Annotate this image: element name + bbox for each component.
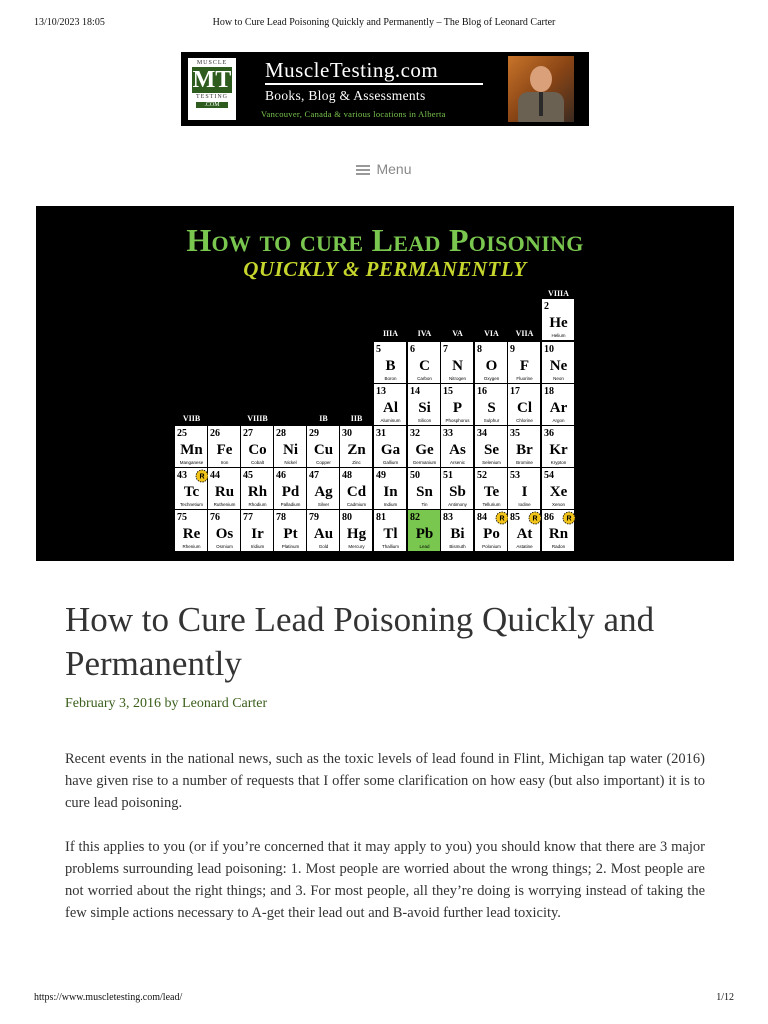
site-tagline: Books, Blog & Assessments xyxy=(265,88,426,103)
element-number: 80 xyxy=(342,512,352,523)
element-name: Fluorine xyxy=(516,376,533,381)
element-name: Gold xyxy=(318,544,329,549)
radioactive-badge-icon xyxy=(529,512,541,524)
element-number: 28 xyxy=(276,428,286,439)
radioactive-badge-icon xyxy=(563,512,575,524)
element-number: 52 xyxy=(477,470,487,481)
element-number: 17 xyxy=(510,386,520,397)
svg-text:R: R xyxy=(199,473,205,481)
element-symbol: Cl xyxy=(517,400,532,416)
element-number: 54 xyxy=(544,470,554,481)
element-name: Argon xyxy=(552,418,565,423)
radioactive-badge-icon xyxy=(496,512,508,524)
element-cell xyxy=(241,510,273,551)
element-name: Carbon xyxy=(417,376,432,381)
post-title: How to Cure Lead Poisoning Quickly and Permanently xyxy=(65,600,655,683)
element-symbol: B xyxy=(385,358,396,374)
element-number: 48 xyxy=(342,470,352,481)
element-symbol: Pb xyxy=(415,526,434,542)
element-symbol: Pd xyxy=(281,484,300,500)
banner-divider xyxy=(265,83,483,85)
element-cell xyxy=(542,384,574,425)
element-number: 79 xyxy=(309,512,319,523)
element-cell xyxy=(274,468,306,509)
group-label: VIIIB xyxy=(247,414,268,423)
element-number: 31 xyxy=(376,428,386,439)
group-label: IB xyxy=(319,414,328,423)
post-meta xyxy=(65,696,267,712)
element-cell xyxy=(307,510,339,551)
element-name: Copper xyxy=(316,460,331,465)
element-cell xyxy=(441,510,473,551)
element-name: Astatine xyxy=(516,544,533,549)
element-cell xyxy=(374,342,406,383)
element-number: 50 xyxy=(410,470,420,481)
element-symbol: Cd xyxy=(346,484,367,500)
element-symbol: Sb xyxy=(449,484,466,500)
element-name: Phosphorus xyxy=(445,418,470,423)
element-number: 84 xyxy=(477,512,487,523)
element-number: 5 xyxy=(376,344,381,355)
svg-text:R: R xyxy=(532,515,538,523)
element-symbol: Al xyxy=(383,400,398,416)
element-name: Chlorine xyxy=(516,418,533,423)
element-symbol: Xe xyxy=(549,484,568,500)
element-name: Zinc xyxy=(352,460,361,465)
element-number: 15 xyxy=(443,386,453,397)
element-name: Technetium xyxy=(179,502,204,507)
element-name: Boron xyxy=(384,376,397,381)
element-cell xyxy=(175,426,207,467)
element-symbol: Fe xyxy=(216,442,233,458)
element-name: Platinum xyxy=(281,544,300,549)
element-name: Tellurium xyxy=(482,502,501,507)
element-number: 2 xyxy=(544,301,549,312)
element-cell xyxy=(208,426,240,467)
element-cell xyxy=(408,510,440,551)
hero-title: How to cure Lead Poisoning xyxy=(186,222,584,258)
element-symbol: Au xyxy=(313,526,334,542)
group-label: IVA xyxy=(417,329,432,338)
menu-label: Menu xyxy=(376,161,412,177)
element-name: Manganese xyxy=(179,460,204,465)
element-number: 47 xyxy=(309,470,319,481)
element-cell xyxy=(508,510,541,551)
group-label: IIIA xyxy=(382,329,399,338)
element-name: Tin xyxy=(421,502,428,507)
element-name: Krypton xyxy=(550,460,567,465)
post-paragraph: Recent events in the national news, such as the toxic levels of lead found in Flint, Michigan tap water (2016) have given rise to a number of requests that I offer some clarification on how easy (but also important) it is to cure lead poisoning. xyxy=(65,751,705,811)
element-cell xyxy=(307,426,339,467)
element-cell xyxy=(542,426,574,467)
element-cell xyxy=(508,342,540,383)
element-name: Iridium xyxy=(250,544,265,549)
element-name: Arsenic xyxy=(449,460,466,465)
element-symbol: N xyxy=(452,358,463,374)
post-by: by xyxy=(164,696,179,711)
element-cell xyxy=(542,468,574,509)
element-symbol: Tl xyxy=(383,526,398,542)
element-symbol: Ne xyxy=(549,358,568,374)
element-name: Rhodium xyxy=(248,502,267,507)
logo-mid-text: TESTING xyxy=(196,94,228,100)
element-cell xyxy=(408,342,440,383)
element-name: Silicon xyxy=(417,418,432,423)
element-name: Selenium xyxy=(482,460,501,465)
element-symbol: Ar xyxy=(549,400,568,416)
element-cell xyxy=(441,426,473,467)
element-symbol: Rh xyxy=(247,484,268,500)
logo-mt-text: MT xyxy=(192,67,232,93)
element-number: 35 xyxy=(510,428,520,439)
element-number: 82 xyxy=(410,512,420,523)
element-name: Osmium xyxy=(216,544,233,549)
hero-image xyxy=(36,206,734,561)
element-cell xyxy=(441,342,473,383)
element-name: Silver xyxy=(317,502,330,507)
element-number: 27 xyxy=(243,428,253,439)
element-cell xyxy=(475,384,507,425)
svg-text:R: R xyxy=(499,515,505,523)
element-name: Palladium xyxy=(280,502,301,507)
element-name: Rhenium xyxy=(182,544,201,549)
element-name: Cadmium xyxy=(346,502,367,507)
element-cell xyxy=(374,426,406,467)
element-symbol: Ag xyxy=(314,484,333,500)
element-symbol: Hg xyxy=(346,526,367,542)
element-number: 18 xyxy=(544,386,554,397)
element-name: Polonium xyxy=(482,544,501,549)
element-symbol: In xyxy=(383,484,398,500)
element-cell xyxy=(208,468,240,509)
element-name: Nitrogen xyxy=(448,376,467,381)
element-symbol: Co xyxy=(248,442,267,458)
group-label: VA xyxy=(452,329,463,338)
element-symbol: As xyxy=(449,442,466,458)
element-symbol: C xyxy=(419,358,430,374)
element-symbol: Ru xyxy=(214,484,235,500)
post-paragraph: If this applies to you (or if you’re concerned that it may apply to you) you should know that there are 3 major problems surrounding lead poisoning: 1. Most people are worried about the wrong things; 2. Most people are not worried about the right things; and 3. For most people, all they’re doing is worrying instead of taking the few simple actions necessary to A-get their lead out and B-avoid further lead toxicity. xyxy=(65,839,705,921)
element-name: Bromine xyxy=(516,460,533,465)
element-cell xyxy=(175,468,208,509)
logo-bottom-text: .COM xyxy=(196,102,228,108)
element-cell xyxy=(340,468,372,509)
element-symbol: S xyxy=(487,400,496,416)
element-name: Cobalt xyxy=(250,460,265,465)
element-name: Iron xyxy=(220,460,229,465)
element-number: 30 xyxy=(342,428,352,439)
group-label: VIIB xyxy=(182,414,201,423)
element-number: 10 xyxy=(544,344,554,355)
element-cell xyxy=(274,426,306,467)
element-cell xyxy=(475,510,508,551)
menu-toggle[interactable] xyxy=(0,161,768,177)
element-name: Lead xyxy=(419,544,430,549)
element-number: 81 xyxy=(376,512,386,523)
element-symbol: Te xyxy=(483,484,500,500)
element-name: Neon xyxy=(553,376,564,381)
element-cell xyxy=(374,384,406,425)
element-number: 75 xyxy=(177,512,187,523)
element-number: 33 xyxy=(443,428,453,439)
element-number: 77 xyxy=(243,512,253,523)
element-symbol: Si xyxy=(418,400,431,416)
element-name: Xenon xyxy=(551,502,566,507)
element-number: 29 xyxy=(309,428,319,439)
element-symbol: Se xyxy=(484,442,499,458)
site-locations: Vancouver, Canada & various locations in Alberta xyxy=(261,109,446,119)
element-cell xyxy=(508,468,540,509)
element-cell xyxy=(475,468,507,509)
element-symbol: At xyxy=(516,526,533,542)
element-cell xyxy=(475,426,507,467)
element-cell xyxy=(508,384,540,425)
radioactive-badge-icon xyxy=(196,470,208,482)
element-cell xyxy=(408,468,440,509)
site-name: MuscleTesting.com xyxy=(265,58,439,82)
element-cell xyxy=(241,426,273,467)
element-cell xyxy=(542,299,574,340)
element-cell xyxy=(475,342,507,383)
site-logo xyxy=(188,58,236,120)
element-symbol: Pt xyxy=(283,526,298,542)
element-number: 49 xyxy=(376,470,386,481)
element-symbol: Rn xyxy=(548,526,569,542)
element-symbol: Ga xyxy=(380,442,401,458)
element-number: 32 xyxy=(410,428,420,439)
element-symbol: Ir xyxy=(251,526,264,542)
element-symbol: Zn xyxy=(347,442,366,458)
element-symbol: O xyxy=(485,358,498,374)
post-date[interactable]: February 3, 2016 xyxy=(65,696,162,711)
element-number: 34 xyxy=(477,428,487,439)
element-cell xyxy=(441,384,473,425)
element-symbol: Re xyxy=(182,526,201,542)
author-photo xyxy=(508,56,574,122)
element-symbol: F xyxy=(519,358,530,374)
element-cell xyxy=(340,426,372,467)
element-number: 7 xyxy=(443,344,448,355)
logo-top-text: MUSCLE xyxy=(196,60,228,66)
element-number: 6 xyxy=(410,344,415,355)
element-name: Bismuth xyxy=(449,544,466,549)
element-name: Ruthenium xyxy=(213,502,236,507)
element-symbol: Bi xyxy=(450,526,465,542)
element-cell xyxy=(274,510,306,551)
group-label: VIIIA xyxy=(548,289,569,298)
element-symbol: Mn xyxy=(180,442,203,458)
element-cell xyxy=(208,510,240,551)
element-cell xyxy=(340,510,372,551)
element-name: Thallium xyxy=(381,544,400,549)
element-cell xyxy=(374,510,406,551)
element-name: Gallium xyxy=(382,460,399,465)
element-name: Mercury xyxy=(348,544,365,549)
print-url: https://www.muscletesting.com/lead/ xyxy=(34,992,183,1003)
element-number: 53 xyxy=(510,470,520,481)
hamburger-icon xyxy=(356,165,370,175)
element-number: 44 xyxy=(210,470,220,481)
element-number: 25 xyxy=(177,428,187,439)
element-name: Radon xyxy=(551,544,566,549)
element-number: 78 xyxy=(276,512,286,523)
element-symbol: Sn xyxy=(416,484,433,500)
print-page-number: 1/12 xyxy=(716,992,734,1003)
element-cell xyxy=(175,510,207,551)
svg-text:R: R xyxy=(566,515,572,523)
element-cell xyxy=(408,426,440,467)
element-symbol: Tc xyxy=(183,484,200,500)
element-name: Antimony xyxy=(448,502,467,507)
group-label: VIA xyxy=(484,329,499,338)
element-number: 85 xyxy=(510,512,520,523)
element-cell xyxy=(374,468,406,509)
element-symbol: Os xyxy=(215,526,234,542)
element-name: Germanium xyxy=(412,460,437,465)
element-number: 8 xyxy=(477,344,482,355)
group-label: VIIA xyxy=(515,329,534,338)
post-author[interactable]: Leonard Carter xyxy=(182,696,268,711)
element-name: Oxygen xyxy=(483,376,500,381)
element-name: Iodine xyxy=(518,502,531,507)
element-number: 36 xyxy=(544,428,554,439)
element-symbol: P xyxy=(452,400,463,416)
element-name: Nickel xyxy=(284,460,297,465)
element-symbol: He xyxy=(549,315,568,331)
element-cell xyxy=(241,468,273,509)
element-number: 26 xyxy=(210,428,220,439)
element-cell xyxy=(408,384,440,425)
element-symbol: Br xyxy=(516,442,533,458)
group-label: IIB xyxy=(350,414,363,423)
element-symbol: Po xyxy=(483,526,500,542)
periodic-table xyxy=(36,206,734,561)
element-number: 86 xyxy=(544,512,554,523)
element-number: 46 xyxy=(276,470,286,481)
element-cell xyxy=(542,342,574,383)
print-date: 13/10/2023 18:05 xyxy=(34,17,105,28)
element-cell xyxy=(441,468,473,509)
element-cell xyxy=(508,426,540,467)
element-symbol: Ge xyxy=(415,442,434,458)
element-cell xyxy=(542,510,575,551)
element-symbol: Kr xyxy=(549,442,568,458)
element-number: 43 xyxy=(177,470,187,481)
print-page-title: How to Cure Lead Poisoning Quickly and Permanently – The Blog of Leonard Carter xyxy=(212,17,556,28)
element-number: 16 xyxy=(477,386,487,397)
element-name: Indium xyxy=(383,502,398,507)
element-number: 51 xyxy=(443,470,453,481)
element-number: 45 xyxy=(243,470,253,481)
element-symbol: I xyxy=(521,484,528,500)
element-number: 83 xyxy=(443,512,453,523)
element-name: Helium xyxy=(551,333,566,338)
element-symbol: Ni xyxy=(283,442,298,458)
element-name: Sulphur xyxy=(483,418,500,423)
element-cell xyxy=(307,468,339,509)
hero-subtitle: QUICKLY & PERMANENTLY xyxy=(243,257,527,281)
element-name: Aluminum xyxy=(380,418,401,423)
element-number: 9 xyxy=(510,344,515,355)
element-number: 13 xyxy=(376,386,386,397)
element-number: 76 xyxy=(210,512,220,523)
element-symbol: Cu xyxy=(313,442,334,458)
element-number: 14 xyxy=(410,386,420,397)
site-banner[interactable] xyxy=(181,52,589,126)
